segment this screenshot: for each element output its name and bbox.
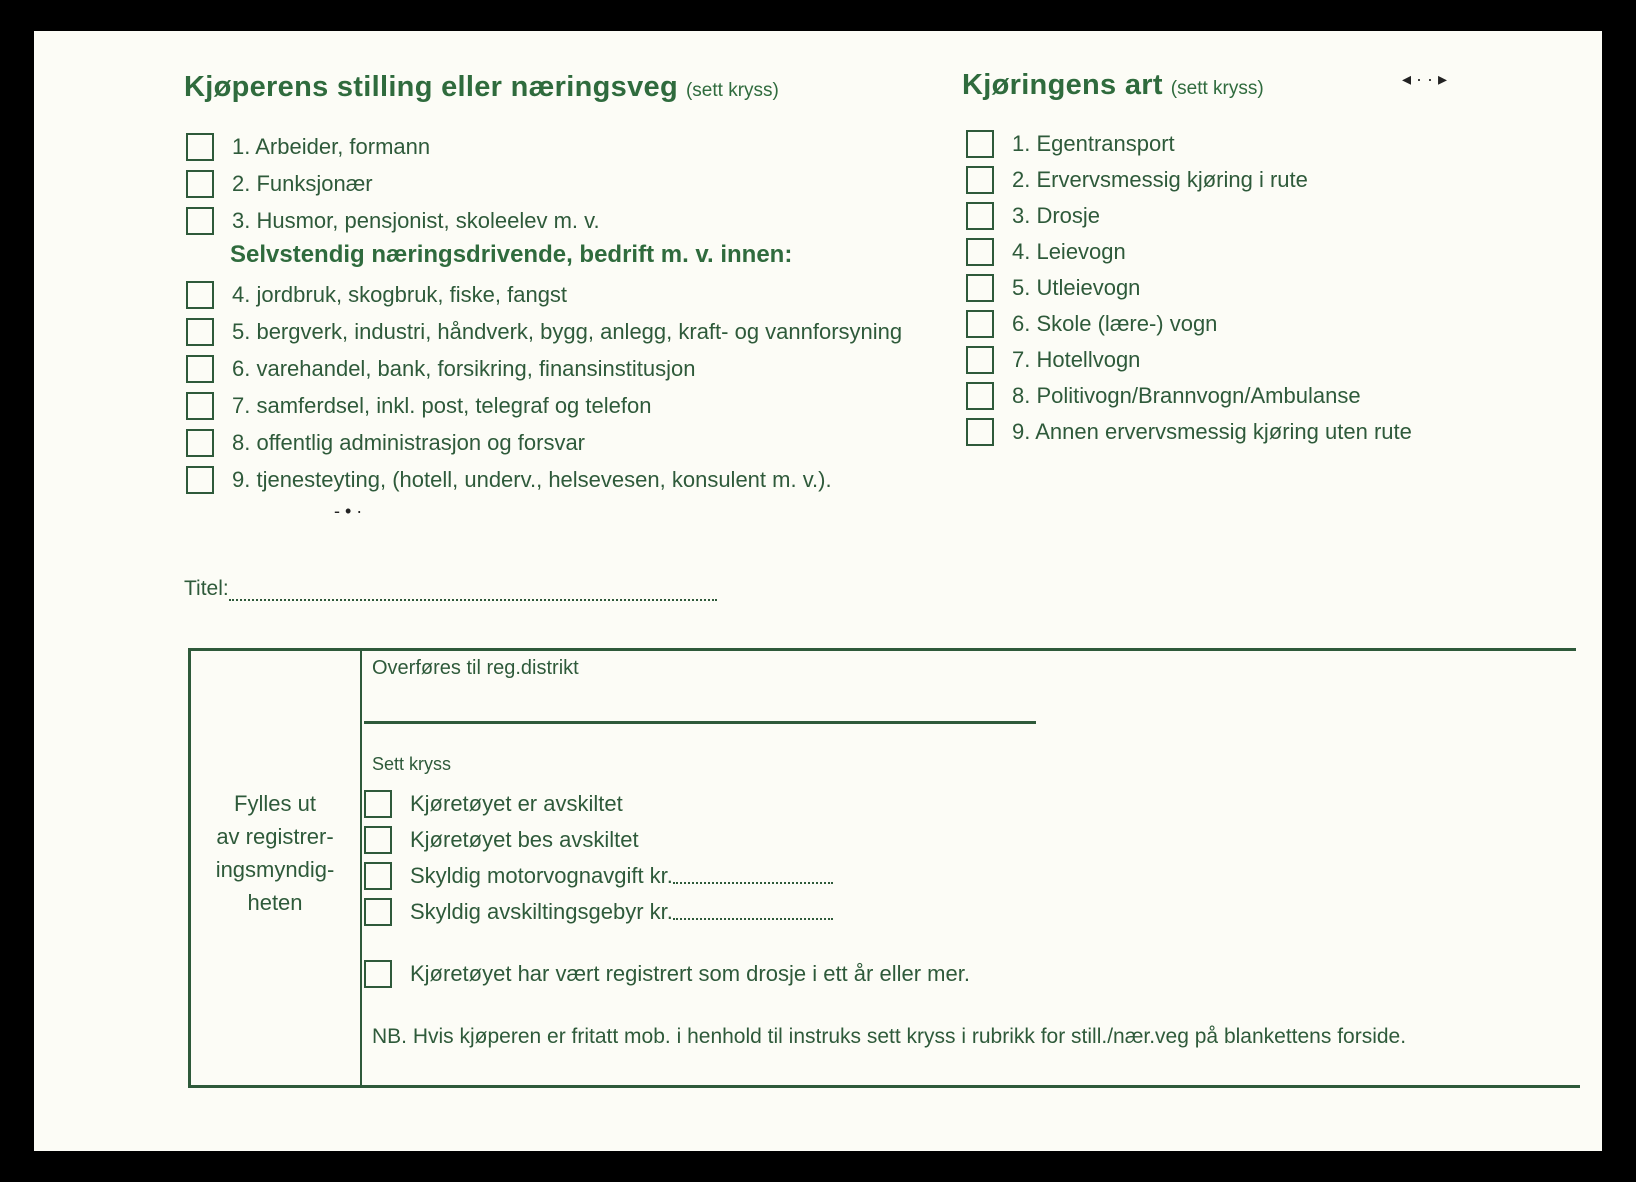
right-heading-note: (sett kryss) xyxy=(1170,78,1264,99)
item-label: 1. Arbeider, formann xyxy=(232,134,431,159)
driving-type-item-8[interactable] xyxy=(966,380,1361,412)
office-use-line-2: av registrer- xyxy=(216,824,334,849)
checkbox[interactable] xyxy=(966,238,994,266)
section-divider-line xyxy=(360,648,362,1088)
occupation-item-5[interactable] xyxy=(186,316,902,348)
item-label: 5. bergverk, industri, håndverk, bygg, anlegg, kraft- og vannforsyning xyxy=(232,319,903,344)
office-check-4[interactable] xyxy=(364,896,833,928)
driving-type-item-7[interactable] xyxy=(966,344,1140,376)
checkbox[interactable] xyxy=(186,170,214,198)
item-label: 7. Hotellvogn xyxy=(1012,347,1141,372)
office-use-line-3: ingsmyndig- xyxy=(215,857,335,882)
office-use-line-1: Fylles ut xyxy=(234,791,316,816)
amount-dotted-line[interactable] xyxy=(673,904,833,920)
checkbox[interactable] xyxy=(364,960,392,988)
form-page xyxy=(34,31,1602,1151)
item-label: 1. Egentransport xyxy=(1012,131,1175,156)
left-heading-text: Kjøperens stilling eller næringsveg xyxy=(184,71,678,103)
checkbox[interactable] xyxy=(186,133,214,161)
checkbox[interactable] xyxy=(364,898,392,926)
titel-label: Titel: xyxy=(184,577,229,600)
item-label: 2. Ervervsmessig kjøring i rute xyxy=(1012,167,1308,192)
item-label: 6. Skole (lære-) vogn xyxy=(1012,311,1218,336)
transfer-district-line[interactable] xyxy=(364,721,1036,724)
checkbox[interactable] xyxy=(966,310,994,338)
office-check-2[interactable] xyxy=(364,824,639,856)
item-label: 9. Annen ervervsmessig kjøring uten rute xyxy=(1012,419,1412,444)
occupation-item-3[interactable] xyxy=(186,205,600,237)
checkbox[interactable] xyxy=(966,418,994,446)
checkbox[interactable] xyxy=(186,318,214,346)
occupation-item-2[interactable] xyxy=(186,168,373,200)
checkbox[interactable] xyxy=(186,429,214,457)
checkbox[interactable] xyxy=(186,355,214,383)
office-use-label xyxy=(200,787,350,919)
checkbox[interactable] xyxy=(364,826,392,854)
occupation-item-9[interactable] xyxy=(186,464,832,496)
checkbox[interactable] xyxy=(966,346,994,374)
ink-smudge: - • · xyxy=(334,501,363,521)
occupation-item-8[interactable] xyxy=(186,427,585,459)
item-label: 6. varehandel, bank, forsikring, finansinstitusjon xyxy=(232,356,696,381)
office-use-line-4: heten xyxy=(247,890,303,915)
driving-type-item-4[interactable] xyxy=(966,236,1126,268)
item-label: Kjøretøyet bes avskiltet xyxy=(410,827,639,852)
item-label: Kjøretøyet har vært registrert som drosje i ett år eller mer. xyxy=(410,961,970,986)
amount-dotted-line[interactable] xyxy=(673,868,833,884)
item-label: 2. Funksjonær xyxy=(232,171,373,196)
checkbox[interactable] xyxy=(186,466,214,494)
driving-type-item-3[interactable] xyxy=(966,200,1100,232)
checkbox[interactable] xyxy=(966,382,994,410)
right-heading xyxy=(962,69,1264,102)
checkbox[interactable] xyxy=(966,130,994,158)
office-check-3[interactable] xyxy=(364,860,833,892)
checkbox[interactable] xyxy=(966,202,994,230)
occupation-item-1[interactable] xyxy=(186,131,430,163)
item-label: Skyldig motorvognavgift kr. xyxy=(410,863,673,888)
item-label: 8. offentlig administrasjon og forsvar xyxy=(232,430,585,455)
item-label: 4. jordbruk, skogbruk, fiske, fangst xyxy=(232,282,568,307)
transfer-district-label: Overføres til reg.distrikt xyxy=(372,657,579,679)
right-heading-text: Kjøringens art xyxy=(962,69,1163,101)
checkbox[interactable] xyxy=(186,281,214,309)
item-label: 4. Leievogn xyxy=(1012,239,1126,264)
checkbox[interactable] xyxy=(966,166,994,194)
item-label: 5. Utleievogn xyxy=(1012,275,1141,300)
ink-mark: ◂ · · ▸ xyxy=(1402,69,1448,89)
section-bottom-line xyxy=(188,1085,1580,1088)
driving-type-item-6[interactable] xyxy=(966,308,1217,340)
item-label: Kjøretøyet er avskiltet xyxy=(410,791,623,816)
item-label: 3. Drosje xyxy=(1012,203,1101,228)
checkbox[interactable] xyxy=(364,790,392,818)
section-left-line xyxy=(188,648,191,1088)
nb-note: NB. Hvis kjøperen er fritatt mob. i henhold til instruks sett kryss i rubrikk for still./nær.veg på blankettens forside. xyxy=(372,1025,1407,1048)
titel-dotted-line[interactable] xyxy=(229,585,717,601)
driving-type-item-1[interactable] xyxy=(966,128,1175,160)
item-label: 3. Husmor, pensjonist, skoleelev m. v. xyxy=(232,208,600,233)
occupation-item-7[interactable] xyxy=(186,390,651,422)
checkbox[interactable] xyxy=(186,392,214,420)
left-heading xyxy=(184,71,779,104)
item-label: 8. Politivogn/Brannvogn/Ambulanse xyxy=(1012,383,1361,408)
sett-kryss-label: Sett kryss xyxy=(372,754,452,774)
driving-type-item-2[interactable] xyxy=(966,164,1308,196)
checkbox[interactable] xyxy=(186,207,214,235)
driving-type-item-9[interactable] xyxy=(966,416,1412,448)
checkbox[interactable] xyxy=(966,274,994,302)
occupation-item-4[interactable] xyxy=(186,279,567,311)
subheading: Selvstendig næringsdrivende, bedrift m. v. innen: xyxy=(230,241,793,268)
occupation-item-6[interactable] xyxy=(186,353,695,385)
titel-field[interactable] xyxy=(184,577,717,601)
checkbox[interactable] xyxy=(364,862,392,890)
section-top-line xyxy=(188,648,1576,651)
item-label: 9. tjenesteyting, (hotell, underv., helsevesen, konsulent m. v.). xyxy=(232,467,832,492)
drosje-check[interactable] xyxy=(364,958,970,990)
driving-type-item-5[interactable] xyxy=(966,272,1140,304)
item-label: 7. samferdsel, inkl. post, telegraf og telefon xyxy=(232,393,652,418)
item-label: Skyldig avskiltingsgebyr kr. xyxy=(410,899,673,924)
office-check-1[interactable] xyxy=(364,788,623,820)
left-heading-note: (sett kryss) xyxy=(685,80,779,101)
